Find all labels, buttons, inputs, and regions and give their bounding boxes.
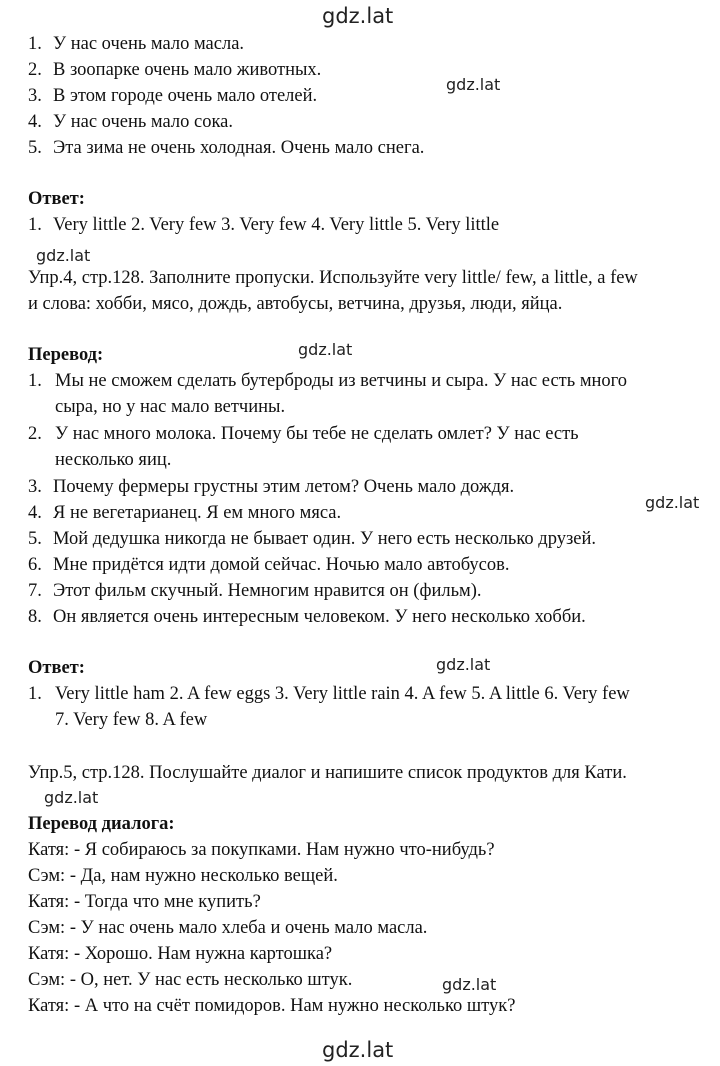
list-item: 3. В этом городе очень мало отелей. <box>28 86 318 106</box>
list-item: 7. Этот фильм скучный. Немногим нравится он (фильм). <box>28 581 482 601</box>
watermark-top: gdz.lat <box>322 4 394 28</box>
watermark: gdz.lat <box>298 340 353 359</box>
list-item: 5. Мой дедушка никогда не бывает один. У него есть несколько друзей. <box>28 529 597 549</box>
watermark: gdz.lat <box>36 246 91 265</box>
answer-text: 1. Very little 2. Very few 3. Very few 4. Very little 5. Very little <box>28 215 500 235</box>
list-item: 1. У нас очень мало масла. <box>28 34 245 54</box>
dialog-heading: Перевод диалога: <box>28 814 175 834</box>
exercise-4-words: и слова: хобби, мясо, дождь, автобусы, ветчина, друзья, люди, яйца. <box>28 294 563 314</box>
dialog-line: Катя: - Я собираюсь за покупками. Нам нужно что-нибудь? <box>28 840 495 860</box>
translation-heading: Перевод: <box>28 345 104 365</box>
watermark: gdz.lat <box>442 975 497 994</box>
list-item: 4. У нас очень мало сока. <box>28 112 233 132</box>
list-item: 1. Мы не сможем сделать бутерброды из ветчины и сыра. У нас есть много сыра, но у нас мало ветчины. <box>28 371 628 417</box>
watermark: gdz.lat <box>44 788 99 807</box>
list-item: 3. Почему фермеры грустны этим летом? Очень мало дождя. <box>28 477 515 497</box>
watermark-bottom: gdz.lat <box>322 1038 394 1062</box>
exercise-4-title: Упр.4, стр.128. Заполните пропуски. Используйте very little/ few, a little, a few <box>28 268 638 288</box>
answer-heading: Ответ: <box>28 189 85 209</box>
list-item: 2. У нас много молока. Почему бы тебе не сделать омлет? У нас есть несколько яиц. <box>28 424 579 470</box>
answer-heading: Ответ: <box>28 658 85 678</box>
list-item: 6. Мне придётся идти домой сейчас. Ночью мало автобусов. <box>28 555 510 575</box>
dialog-line: Катя: - Тогда что мне купить? <box>28 892 261 912</box>
watermark: gdz.lat <box>645 493 700 512</box>
dialog-line: Сэм: - Да, нам нужно несколько вещей. <box>28 866 338 886</box>
exercise-5-title: Упр.5, стр.128. Послушайте диалог и напишите список продуктов для Кати. <box>28 763 627 783</box>
watermark: gdz.lat <box>446 75 501 94</box>
list-item: 4. Я не вегетарианец. Я ем много мяса. <box>28 503 342 523</box>
dialog-line: Сэм: - У нас очень мало хлеба и очень мало масла. <box>28 918 428 938</box>
list-item: 8. Он является очень интересным человеком. У него несколько хобби. <box>28 607 586 627</box>
dialog-line: Сэм: - О, нет. У нас есть несколько штук. <box>28 970 353 990</box>
watermark: gdz.lat <box>436 655 491 674</box>
dialog-line: Катя: - Хорошо. Нам нужна картошка? <box>28 944 333 964</box>
list-item: 2. В зоопарке очень мало животных. <box>28 60 322 80</box>
list-item: 5. Эта зима не очень холодная. Очень мало снега. <box>28 138 425 158</box>
answer-text: 1. Very little ham 2. A few eggs 3. Very little rain 4. A few 5. A little 6. Very few 7. Very few 8. A few <box>28 684 630 730</box>
dialog-line: Катя: - А что на счёт помидоров. Нам нужно несколько штук? <box>28 996 516 1016</box>
